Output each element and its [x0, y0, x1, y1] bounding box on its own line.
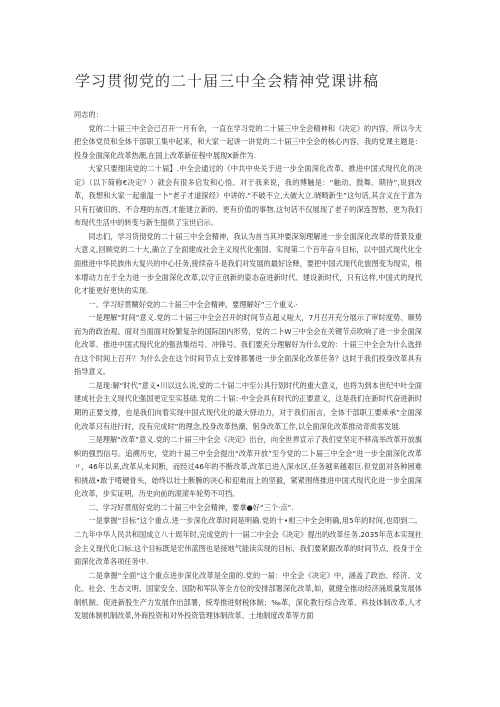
- document-body: [74, 108, 422, 623]
- paragraph: 一是理解“时间”意义.党的二十届三中全会召开的时间节点超乂啦大，7月召开充分展示了审时度势、顺势而为的政治观。面对当面面对纷繁复杂的国际国内形势，党的二卜W三中全会在关键节点吹响了进一步全面深化改革、推进中国式现代化的强劲集结号、冲锋号。我们要充分理解好为什么党的：十届三中全会为什么选择在这个时间上召开？为什么会在这个时间节点上安排都署进一步全面深化改革任务？这时于我们投身改革具有指导意义。: [74, 313, 422, 377]
- paragraph: 一是掌握“目标”这个重点.进一步深化改革时间是明确.党的十•相三中全会明确,用5年的时间,也即到二。二九年中华人民共和国成立八十周年时,完成党的十一届二中全会《决定》提出的改革任务.2035年范本实现社会主义现代化口标.这个目标既是宏伟蓝图也是接地气能读实现的目标，我们要紧跟改革的时间节点，投身于全面深化改革各项任务中.: [74, 516, 422, 567]
- document-title: 学习贯彻党的二十届三中全会精神党课讲稿: [75, 72, 380, 90]
- greeting: 同志的：: [74, 110, 103, 119]
- paragraph: 大家只要细读党的二十届】.中全会通过的《中共中央关于进一步全面深化改革、推进中国式现代化的决定》（以下简称€决定？）就会有很多启发和心悟。对于我来说，我的博触是：“触动、鼓舞、期待”,说到改革，我想和大家一起重温一卜“老子才道探经》中讲的.“不破不立,大破大立.晓畸新生”这句话,其含义在于意为只有打破旧的、不合理的东西,才能建立新的、更有价值的事物.这句话不仅展现了老子的深连智愁，更为我们布现代生活中的转变与新生提供了宝世启示。: [74, 164, 422, 228]
- paragraph: 三是理解“改革”意义.党的二十届三中全会《决定》出台，向全世界宣示了我们党坚定不移高举改革开放旗帜的强烈信号。追溯历史，党的十届三中全会提出“改革开放”至今党的二卜届三中全会“进一步全面深化改革〃，46年以来,改革从未间断，而经过46年的不断改革,改革已进入深水区,任务越来越艰巨.但党面对各种困难和挑战•敢于啃硬骨头，始终以壮士断腕的决心和迎难而上的坚毅，紧紧围绕推进中国式现代化进一步全面深化改革，步实证明，历史向前的滚滚车轮势不可挡。: [74, 435, 422, 499]
- paragraph: 二是拿握“全面”这个重点进步深化改革是全面的.党的一届：中全会《决定》中，涵盖了政治、经济、文化、社会、生态文明、国家安全、国防和军队等全方位的安排部署深化改革,如，就健全推动经济涌质量发展体制机制、促进新股生产力发展作出部署，统寿推进财税体制；‰革，深化教行综合改革、科技体制改革,人才发展体制机制改革,外商投资和对外投资管理体制改革、土地制度改革等方面: [74, 570, 422, 621]
- paragraph: 党的二十届三中全会已召开一月有余，一直在学习党的二十届三中全会精神和《决定》的内容，所以今天把全体党员和全体干部职工集中起来，和大家一起讲一讲党的二十届三中全会的核心内容，我的党课主题是：投身全面深化改革热潮,在国上改革新征程中展现X新作为.: [74, 123, 422, 160]
- paragraph: 二是现:解“时代”意义•川以这么说,党的二十届二中至公具行划时代的重大意义，也将为到本世纪中叶全面建成社会主义现代化强国更定至实基础.党的二十届：·中全会具有时代的正要意义，这是我们在新时代奋进新时期的正要支撑，也是我们向着实现中国式现代化的最大驿动力，对于我们而言，全体干部职工要乘承“全面深化改革只有进行时，没有完成时”的理念,投身改革热潮、躬身改革工作,以全面深化改革推动奇质客发展.: [74, 380, 422, 431]
- section-heading: 一、学习好贯糊好党的二十届三中全会精神，要理解好“三个重义.·: [88, 299, 298, 309]
- section-heading: 二、学习好贯彻好党的二十届三中全会精神，要拿●好“三个·点”.: [88, 502, 294, 512]
- paragraph: 同志们，学习货彻党的二十届三中全会精神，我认为首当其冲要深刻理解进一步全面深化改革的背景及重大意义,回顾党的二十大,确立了全面建成社会主义现代化强国、实现第二个百年奋斗目标，以中国式现代化全面推进中华民族伟大复兴的中心任务,接续奋斗是我们对发展的最好诠释，要把中国式现代化旅图变为现实，根本增动力在于全力进一步全面深化改革,以守正创新的姿态奋进新时代、建设新时代，只有这样,中国式的现代化才能更好更快的实现.: [74, 231, 422, 296]
